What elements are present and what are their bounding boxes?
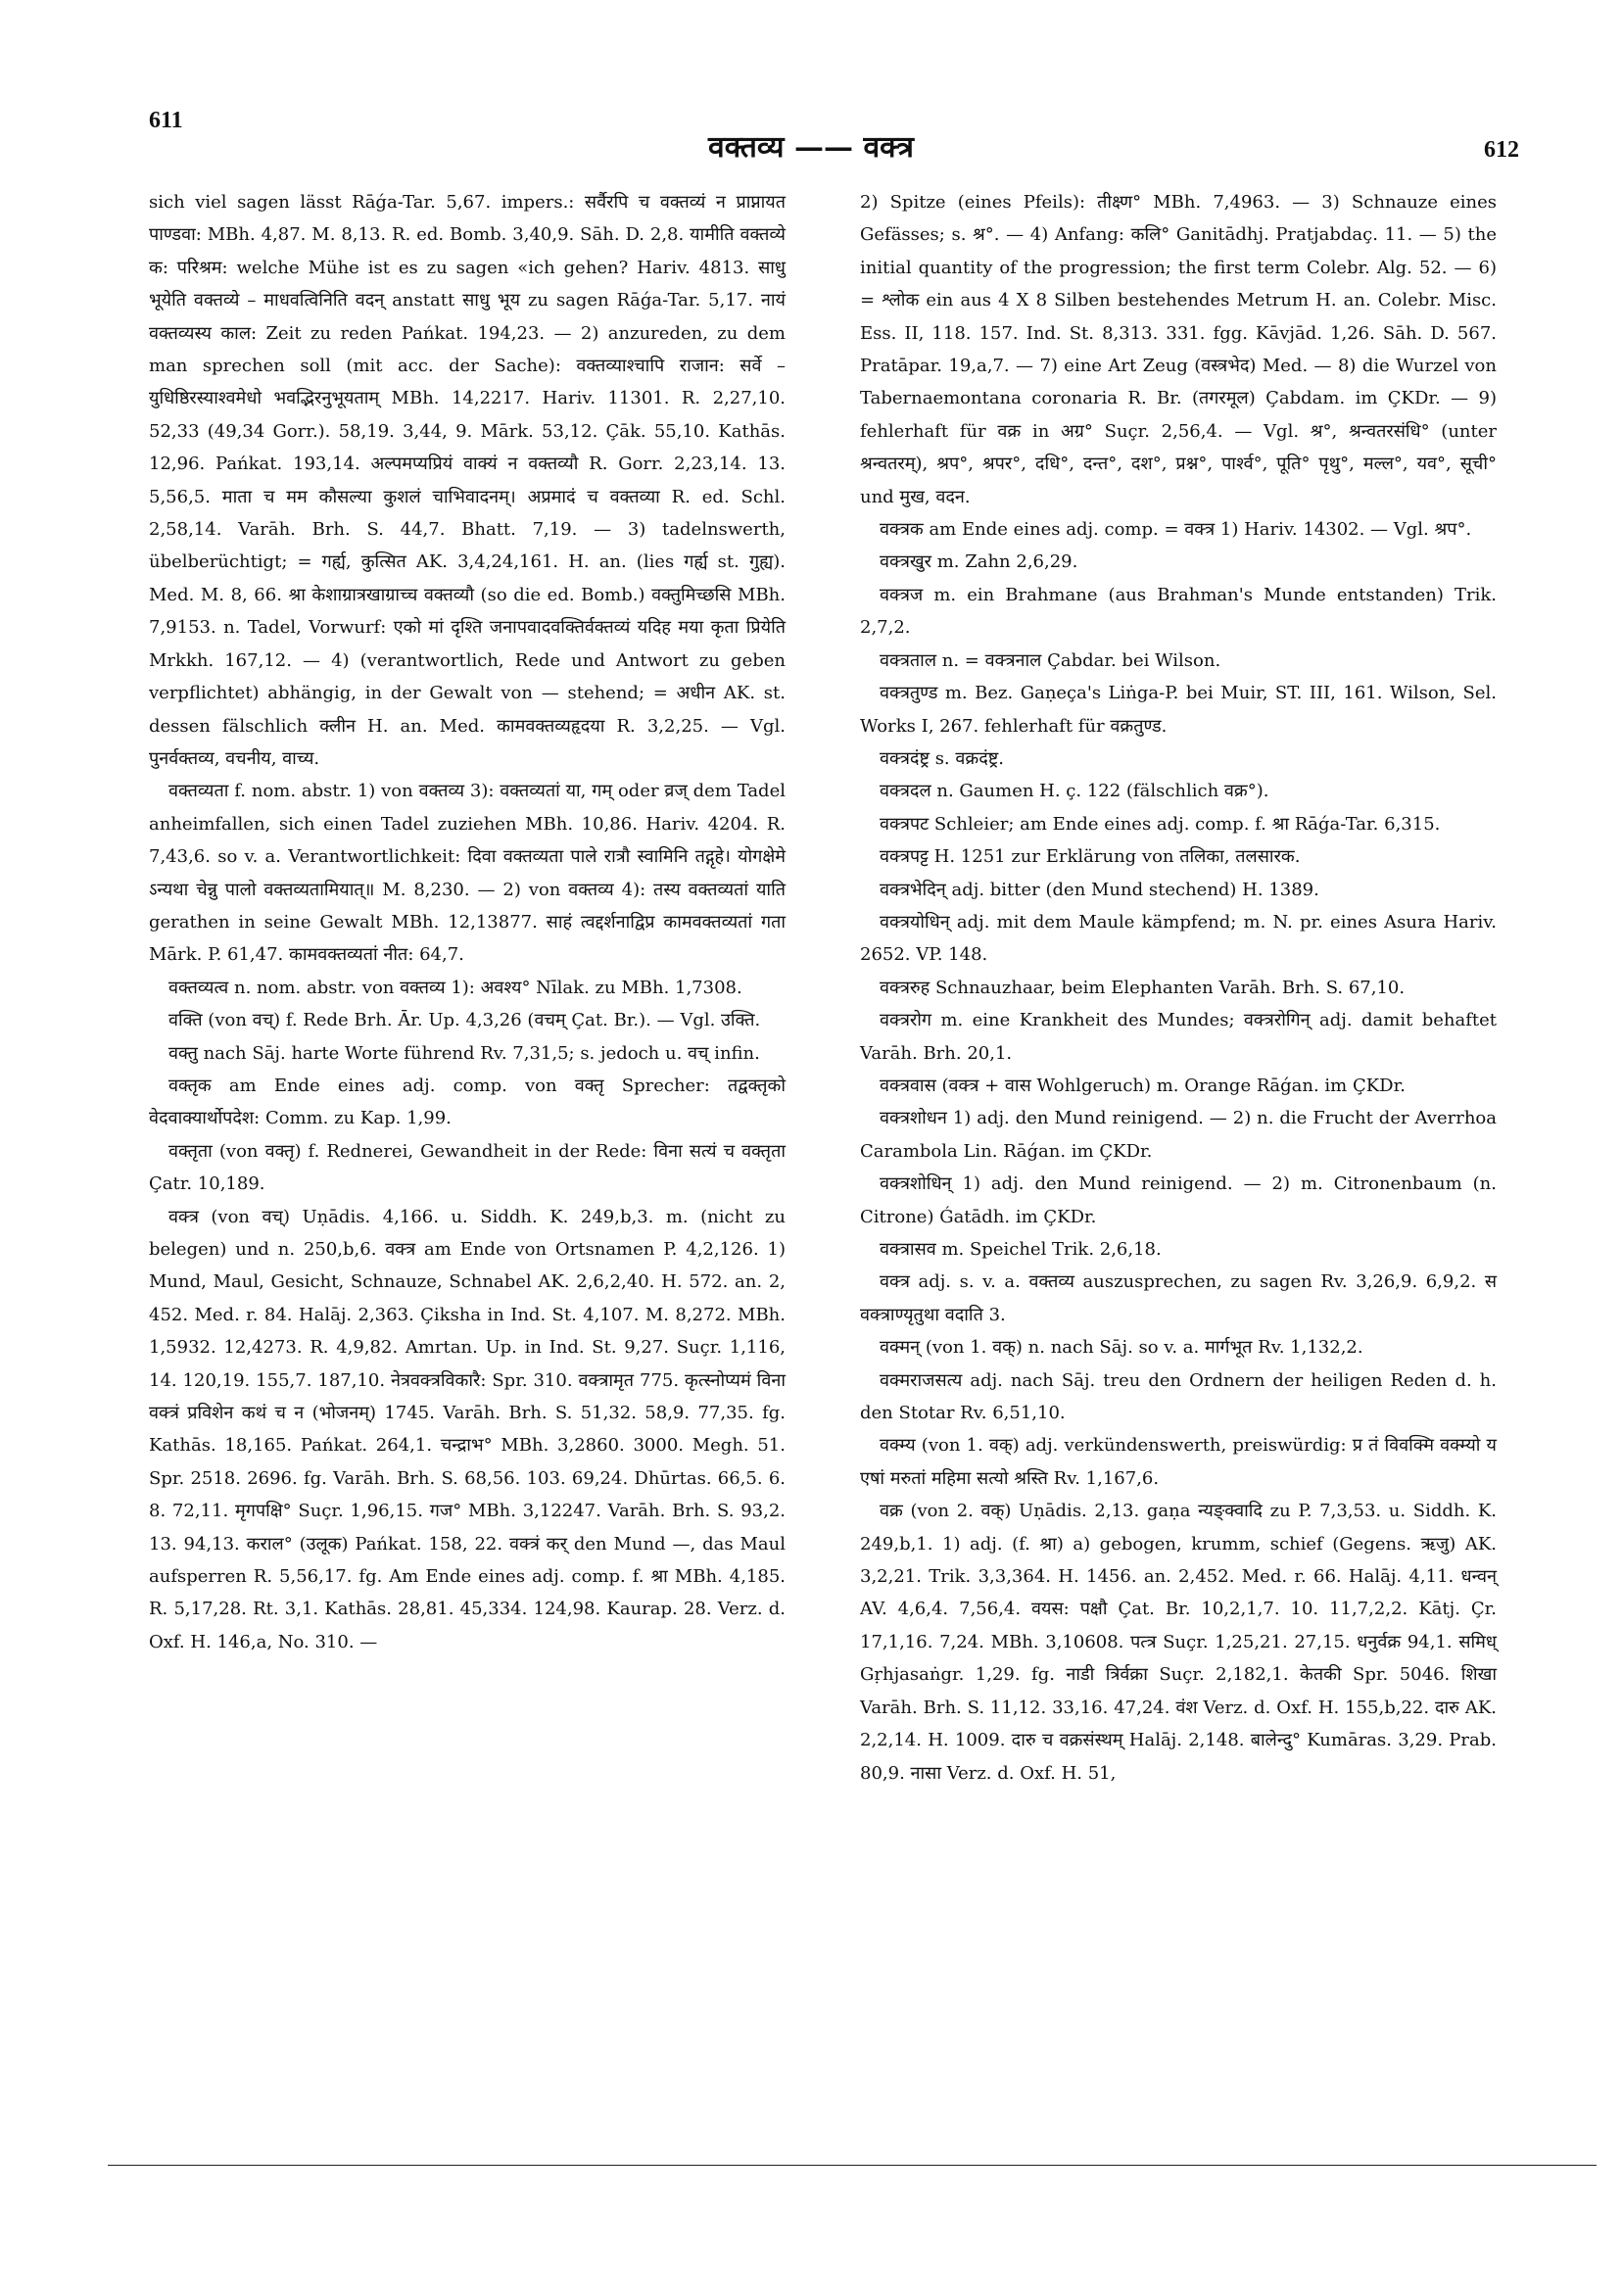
entry-vakra: वक्र (von 2. वक्) Uṇādis. 2,13. gaṇa न्यङ्क्वादि zu P. 7,3,53. u. Siddh. K. 249,b,1. 1) adj. (f. श्रा) a) gebogen, krumm, schief (Gegens. ऋजु) AK. 3,2,21. Trik. 3,3,364. H. 1456. an. 2,452. Med. r. 66. Halāj. 4,11. धन्वन् AV. 4,6,4. 7,56,4. वयस: पक्षौ Çat. Br. 10,2,1,7. 10. 11,7,2,2. Kātj. Çr. 17,1,16. 7,24. MBh. 3,10608. पत्त्र Suçr. 1,25,21. 27,15. धनुर्वक्र 94,1. समिध् Gṛhjasaṅgr. 1,29. fg. नाडी त्रिर्वक्रा Suçr. 2,182,1. केतकी Spr. 5046. शिखा Varāh. Brh. S. 11,12. 33,16. 47,24. वंश Verz. d. Oxf. H. 155,b,22. दारु AK. 2,2,14. H. 1009. दारु च वक्रसंस्थम् Halāj. 2,148. बालेन्दु° Kumāras. 3,29. Prab. 80,9. नासा Verz. d. Oxf. H. 51, <box>860 1501 1497 1784</box>
entry-vakti: वक्ति (von वच्) f. Rede Brh. Ār. Up. 4,3,26 (वचम् Çat. Br.). — Vgl. उक्ति. <box>168 1010 761 1031</box>
entry-vaktavyatva: वक्तव्यत्व n. nom. abstr. von वक्तव्य 1): अवश्य° Nīlak. zu MBh. 1,7308. <box>168 977 742 998</box>
entry-vaktraja: वक्त्रज m. ein Brahmane (aus Brahman's Munde entstanden) Trik. 2,7,2. <box>860 584 1497 639</box>
entry-vaktraroga: वक्त्ररोग m. eine Krankheit des Mundes; वक्त्ररोगिन् adj. damit behaftet Varāh. Brh. 20,1. <box>860 1010 1497 1064</box>
entry-vakmarajasatya: वक्मराजसत्य adj. nach Sāj. treu den Ordnern der heiligen Reden d. h. den Stotar Rv. 6,51,10. <box>860 1369 1497 1424</box>
entry-vaktradala: वक्त्रदल n. Gaumen H. ç. 122 (fälschlich वक्र°). <box>880 781 1269 802</box>
entry-vaktra: वक्त्र (von वच्) Uṇādis. 4,166. u. Siddh. K. 249,b,3. m. (nicht zu belegen) und n. 250,b,6. वक्त्र am Ende von Ortsnamen P. 4,2,126. 1) Mund, Maul, Gesicht, Schnauze, Schnabel AK. 2,6,2,40. H. 572. an. 2, 452. Med. r. 84. Halāj. 2,363. Çiksha in Ind. St. 4,107. M. 8,272. MBh. 1,5932. 12,4273. R. 4,9,82. Amrtan. Up. in Ind. St. 9,27. Suçr. 1,116, 14. 120,19. 155,7. 187,10. नेत्रवक्त्रविकारै: Spr. 310. वक्त्रामृत 775. कृत्स्नोप्यमं विना वक्त्रं प्रविशेन कथं च न (भोजनम्) 1745. Varāh. Brh. S. 51,32. 58,9. 77,35. fg. Kathās. 18,165. Pańkat. 264,1. चन्द्राभ° MBh. 3,2860. 3000. Megh. 51. Spr. 2518. 2696. fg. Varāh. Brh. S. 68,56. 103. 69,24. Dhūrtas. 66,5. 6. 8. 72,11. मृगपक्षि° Suçr. 1,96,15. गज° MBh. 3,12247. Varāh. Brh. S. 93,2. 13. 94,13. कराल° (उलूक) Pańkat. 158, 22. वक्त्रं कर् den Mund —, das Maul aufsperren R. 5,56,17. fg. Am Ende eines adj. comp. f. श्रा MBh. 4,185. R. 5,17,28. Rt. 3,1. Kathās. 28,81. 45,334. 124,98. Kaurap. 28. Verz. d. Oxf. H. 146,a, No. 310. — <box>149 1206 786 1652</box>
entry-vaktrashodhin: वक्त्रशोधिन् 1) adj. den Mund reinigend. — 2) m. Citronenbaum (n. Citrone) Ǵatādh. im ÇKDr. <box>860 1173 1497 1227</box>
page-number-right: 612 <box>1484 137 1519 163</box>
entry-continuation: sich viel sagen lässt Rāǵa-Tar. 5,67. impers.: सर्वैरपि च वक्तव्यं न प्राप्नायत पाण्डवा: MBh. 4,87. M. 8,13. R. ed. Bomb. 3,40,9. Sāh. D. 2,8. यामीति वक्तव्ये क: परिश्रम: welche Mühe ist es zu sagen «ich gehen? Hariv. 4813. साधु भूयेति वक्तव्ये – माधवत्विनिति वदन् anstatt साधु भूय zu sagen Rāǵa-Tar. 5,17. नायं वक्तव्यस्य काल: Zeit zu reden Pańkat. 194,23. — 2) anzureden, zu dem man sprechen soll (mit acc. der Sache): वक्तव्याश्चापि राजान: सर्वे – युधिष्ठिरस्याश्वमेधो भवद्भिरनुभूयताम् MBh. 14,2217. Hariv. 11301. R. 2,27,10. 52,33 (49,34 Gorr.). 58,19. 3,44, 9. Mārk. 53,12. Çāk. 55,10. Kathās. 12,96. Pańkat. 193,14. अल्पमप्यप्रियं वाक्यं न वक्तव्यौ R. Gorr. 2,23,14. 13. 5,56,5. माता च मम कौसल्या कुशलं चाभिवादनम्। अप्रमादं च वक्तव्या R. ed. Schl. 2,58,14. Varāh. Brh. S. 44,7. Bhatt. 7,19. — 3) tadelnswerth, übelberüchtigt; = गर्ह्य, कुत्सित AK. 3,4,24,161. H. an. (lies गर्ह्य st. गुह्य). Med. M. 8, 66. श्रा केशाग्रात्रखाग्राच्च वक्तव्यौ (so die ed. Bomb.) वक्तुमिच्छसि MBh. 7,9153. n. Tadel, Vorwurf: एको मां दृश्ति जनापवादवक्तिर्वक्तव्यं यदिह मया कृता प्रियेति Mrkkh. 167,12. — 4) (verantwortlich, Rede und Antwort zu geben verpflichtet) abhängig, in der Gewalt von — stehend; = अधीन AK. st. dessen fälschlich क्लीन H. an. Med. कामवक्तव्यहृदया R. 3,2,25. — Vgl. पुनर्वक्तव्य, वचनीय, वाच्य. <box>149 192 786 769</box>
entry-vaktra-adj: वक्त्र adj. s. v. a. वक्तव्य auszusprechen, zu sagen Rv. 3,26,9. 6,9,2. स वक्त्राण्यृतुथा वदाति 3. <box>860 1271 1497 1325</box>
entry-vaktravasa: वक्त्रवास (वक्त्र + वास Wohlgeruch) m. Orange Rāǵan. im ÇKDr. <box>880 1075 1406 1096</box>
entry-vaktrakhura: वक्त्रखुर m. Zahn 2,6,29. <box>880 551 1078 573</box>
entry-vaktrka: वक्तृक am Ende eines adj. comp. von वक्तृ Sprecher: तद्वक्तृको वेदवाक्यार्थोपदेश: Comm. zu Kap. 1,99. <box>149 1075 786 1129</box>
entry-vaktrayodhin: वक्त्रयोधिन् adj. mit dem Maule kämpfend; m. N. pr. eines Asura Hariv. 2652. VP. 148. <box>860 911 1497 966</box>
entry-vaktratala: वक्त्रताल n. = वक्त्रनाल Çabdar. bei Wilson. <box>880 649 1221 671</box>
left-column <box>149 186 786 1658</box>
bottom-rule <box>108 2165 1597 2166</box>
entry-vaktu: वक्तु nach Sāj. harte Worte führend Rv. 7,31,5; s. jedoch u. वच् infin. <box>168 1042 760 1064</box>
running-head: वक्तव्य —— वक्त्र <box>708 130 914 165</box>
right-column <box>860 186 1497 1790</box>
entry-vaktrashodhana: वक्त्रशोधन 1) adj. den Mund reinigend. — 2) n. die Frucht der Averrhoa Carambola Lin. Rāǵan. im ÇKDr. <box>860 1108 1497 1162</box>
entry-vaktrabhedin: वक्त्रभेदिन् adj. bitter (den Mund stechend) H. 1389. <box>880 879 1319 900</box>
page-number-left: 611 <box>149 108 183 133</box>
entry-vakmya: वक्म्य (von 1. वक्) adj. verkündenswerth, preiswürdig: प्र तं विवक्मि वक्म्यो य एषां मरुतां महिमा सत्यो श्रस्ति Rv. 1,167,6. <box>860 1435 1497 1489</box>
entry-vaktrapata: वक्त्रपट Schleier; am Ende eines adj. comp. f. श्रा Rāǵa-Tar. 6,315. <box>880 813 1441 835</box>
entry-vaktrta: वक्तृता (von वक्तृ) f. Rednerei, Gewandheit in der Rede: विना सत्यं च वक्तृता Çatr. 10,189. <box>149 1140 786 1195</box>
entry-vaktrapatta: वक्त्रपट्ट H. 1251 zur Erklärung von तलिका, तलसारक. <box>880 846 1301 868</box>
entry-vaktavyata: वक्तव्यता f. nom. abstr. 1) von वक्तव्य 3): वक्तव्यतां या, गम् oder व्रज् dem Tadel anheimfallen, sich einen Tadel zuziehen MBh. 10,86. Hariv. 4204. R. 7,43,6. so v. a. Verantwortlichkeit: दिवा वक्तव्यता पाले रात्रौ स्वामिनि तद्गृहे। योगक्षेमे ऽन्यथा चेन्नु पालो वक्तव्यतामियात्॥ M. 8,230. — 2) von वक्तव्य 4): तस्य वक्तव्यतां याति gerathen in seine Gewalt MBh. 12,13877. साहं त्वद्दर्शनाद्विप्र कामवक्तव्यतां गता Mārk. P. 61,47. कामवक्तव्यतां नीत: 64,7. <box>149 781 786 966</box>
entry-vaktradamstra: वक्त्रदंष्ट्र s. वक्रदंष्ट्र. <box>880 747 1005 769</box>
entry-vaktrasava: वक्त्रासव m. Speichel Trik. 2,6,18. <box>880 1239 1162 1260</box>
entry-vakman: वक्मन् (von 1. वक्) n. nach Sāj. so v. a. मार्गभूत Rv. 1,132,2. <box>880 1337 1363 1359</box>
entry-vaktraka: वक्त्रक am Ende eines adj. comp. = वक्त्र 1) Hariv. 14302. — Vgl. श्रप°. <box>880 519 1472 541</box>
entry-vaktraruha: वक्त्ररुह Schnauzhaar, beim Elephanten Varāh. Brh. S. 67,10. <box>880 977 1406 998</box>
entry-vaktra-continued: 2) Spitze (eines Pfeils): तीक्ष्ण° MBh. 7,4963. — 3) Schnauze eines Gefässes; s. श्र°. — 4) Anfang: कलि° Ganitādhj. Pratjabdaç. 11. — 5) the initial quantity of the progression; the first term Colebr. Alg. 52. — 6) = श्लोक ein aus 4 X 8 Silben bestehendes Metrum H. an. Colebr. Misc. Ess. II, 118. 157. Ind. St. 8,313. 331. fgg. Kāvjād. 1,26. Sāh. D. 567. Pratāpar. 19,a,7. — 7) eine Art Zeug (वस्त्रभेद) Med. — 8) die Wurzel von Tabernaemontana coronaria R. Br. (तगरमूल) Çabdam. im ÇKDr. — 9) fehlerhaft für वक्र in अग्र° Suçr. 2,56,4. — Vgl. श्र°, श्रन्वतरसंधि° (unter श्रन्वतरम्), श्रप°, श्रपर°, दधि°, दन्त°, दश°, प्रश्न°, पार्श्व°, पूति° पृथु°, मल्ल°, यव°, सूची° und मुख, वदन. <box>860 192 1497 507</box>
entry-vaktratunda: वक्त्रतुण्ड m. Bez. Gaṇeça's Liṅga-P. bei Muir, ST. III, 161. Wilson, Sel. Works I, 267. fehlerhaft für वक्रतुण्ड. <box>860 683 1497 737</box>
